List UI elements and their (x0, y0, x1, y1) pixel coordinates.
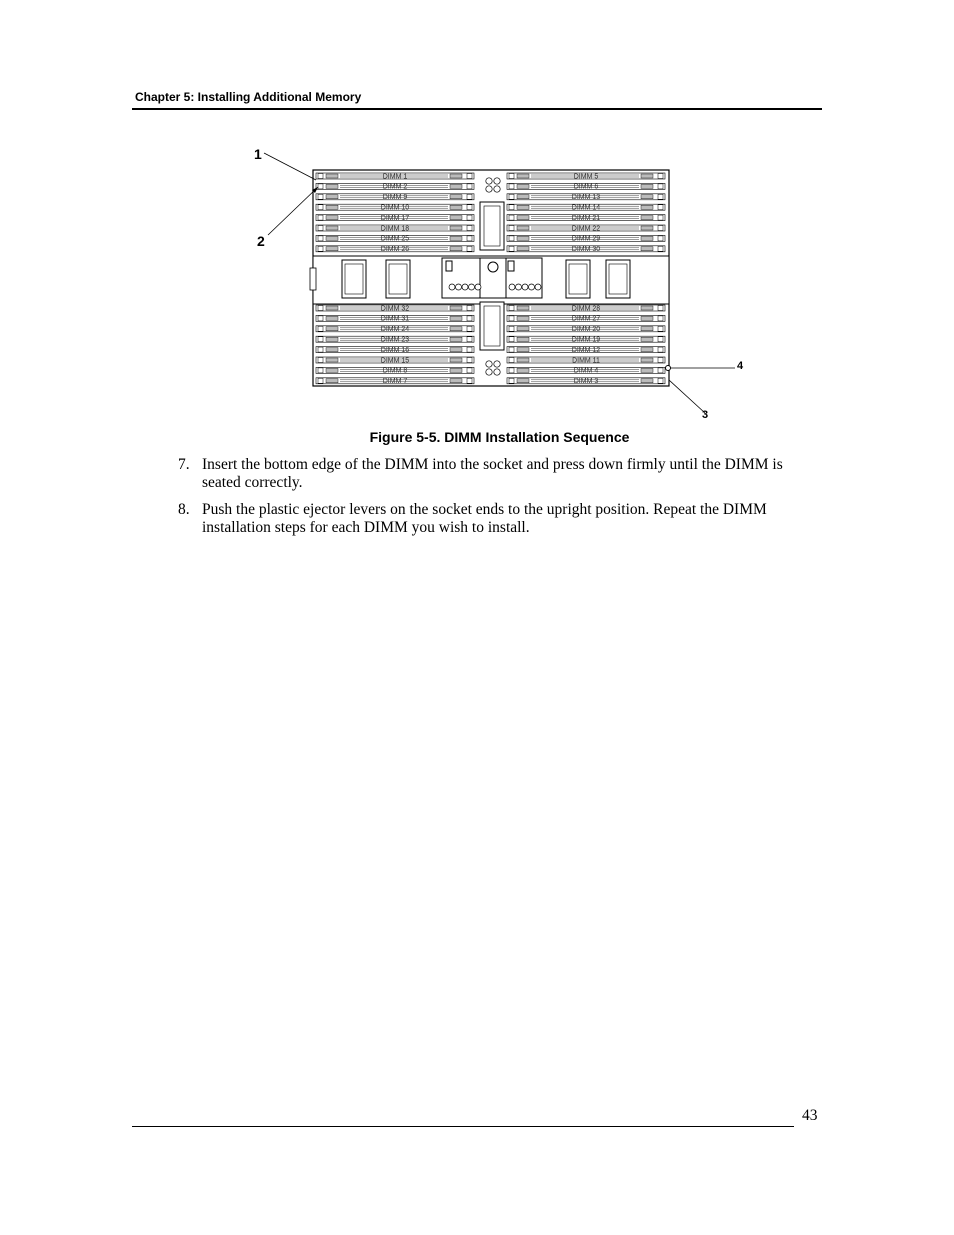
dimm-label: DIMM 30 (571, 246, 601, 254)
dimm-label: DIMM 13 (571, 194, 601, 202)
dimm-label: DIMM 22 (571, 225, 601, 233)
dimm-slot (316, 357, 474, 364)
dimm-label: DIMM 11 (572, 357, 600, 365)
dimm-slot (507, 305, 665, 312)
dimm-slot (316, 173, 474, 180)
dimm-slot (507, 336, 665, 343)
dimm-label: DIMM 5 (573, 173, 599, 181)
dimm-label: DIMM 17 (380, 214, 410, 222)
dimm-label: DIMM 27 (571, 315, 601, 323)
callout-3: 3 (702, 409, 709, 421)
header-rule (132, 108, 822, 110)
dimm-label: DIMM 12 (571, 346, 601, 354)
dimm-slot (507, 225, 665, 232)
dimm-slot (507, 173, 665, 180)
dimm-slot (316, 367, 474, 374)
dimm-label: DIMM 19 (571, 336, 601, 344)
memory-board-diagram (250, 140, 750, 430)
dimm-slot (316, 215, 474, 222)
instruction-steps (178, 456, 798, 546)
footer-rule (132, 1126, 794, 1127)
dimm-slot (507, 367, 665, 374)
step-item (178, 456, 798, 492)
center-connector (442, 258, 542, 298)
dimm-slot (316, 378, 474, 385)
dimm-slot (507, 246, 665, 253)
dimm-slot (316, 347, 474, 354)
dimm-label: DIMM 26 (380, 246, 410, 254)
step-number: 8. (178, 501, 190, 518)
dimm-slot (507, 215, 665, 222)
dimm-slot (507, 347, 665, 354)
dimm-label: DIMM 7 (382, 378, 408, 386)
dimm-slot (316, 235, 474, 242)
dimm-label: DIMM 2 (382, 183, 408, 191)
callout-1: 1 (254, 146, 262, 162)
side-tab (310, 268, 316, 290)
step-text: Push the plastic ejector levers on the socket ends to the upright position. Repeat the DIMM installation steps for each DIMM you wish to install. (202, 501, 767, 536)
dimm-slot (316, 225, 474, 232)
dimm-slot (316, 246, 474, 253)
callout-2: 2 (257, 233, 265, 249)
dimm-label: DIMM 4 (573, 367, 599, 375)
dimm-label: DIMM 3 (573, 378, 599, 386)
dimm-slot (507, 194, 665, 201)
chapter-title: Chapter 5: Installing Additional Memory (135, 90, 362, 104)
center-column-top (480, 202, 504, 250)
dimm-label: DIMM 21 (571, 214, 601, 222)
dimm-label: DIMM 6 (573, 183, 599, 191)
dimm-slot (507, 183, 665, 190)
dimm-label: DIMM 20 (571, 326, 601, 334)
step-text: Insert the bottom edge of the DIMM into the socket and press down firmly until the DIMM is seated correctly. (202, 456, 783, 491)
center-column-bottom (480, 302, 504, 350)
dimm-label: DIMM 15 (380, 357, 410, 365)
dimm-slot (316, 183, 474, 190)
dimm-label: DIMM 18 (380, 225, 410, 233)
dimm-label: DIMM 31 (380, 315, 410, 323)
dimm-slot (316, 336, 474, 343)
dimm-label: DIMM 24 (380, 326, 410, 334)
dimm-slot (507, 204, 665, 211)
dimm-label: DIMM 28 (571, 305, 601, 313)
dimm-label: DIMM 8 (382, 367, 408, 375)
dimm-label: DIMM 29 (571, 235, 601, 243)
dimm-slot (507, 326, 665, 333)
figure-caption: Figure 5-5. DIMM Installation Sequence (369, 429, 630, 445)
dimm-label: DIMM 32 (380, 305, 410, 313)
dimm-label: DIMM 16 (380, 346, 410, 354)
dimm-slot (507, 357, 665, 364)
dimm-label: DIMM 14 (571, 204, 601, 212)
page-number: 43 (802, 1107, 818, 1124)
dimm-slot (507, 235, 665, 242)
dimm-slot (507, 378, 665, 385)
dimm-slot (507, 315, 665, 322)
dimm-slot (316, 204, 474, 211)
dimm-slot (316, 315, 474, 322)
step-number: 7. (178, 456, 190, 473)
dimm-label: DIMM 10 (380, 204, 410, 212)
dimm-slot (316, 305, 474, 312)
dimm-slot (316, 326, 474, 333)
dimm-label: DIMM 25 (380, 235, 410, 243)
dimm-figure (250, 140, 750, 430)
dimm-slot (316, 194, 474, 201)
dimm-label: DIMM 23 (380, 336, 410, 344)
callout-4: 4 (737, 360, 744, 372)
step-item (178, 501, 798, 537)
dimm-label: DIMM 1 (382, 173, 408, 181)
dimm-label: DIMM 9 (382, 194, 408, 202)
